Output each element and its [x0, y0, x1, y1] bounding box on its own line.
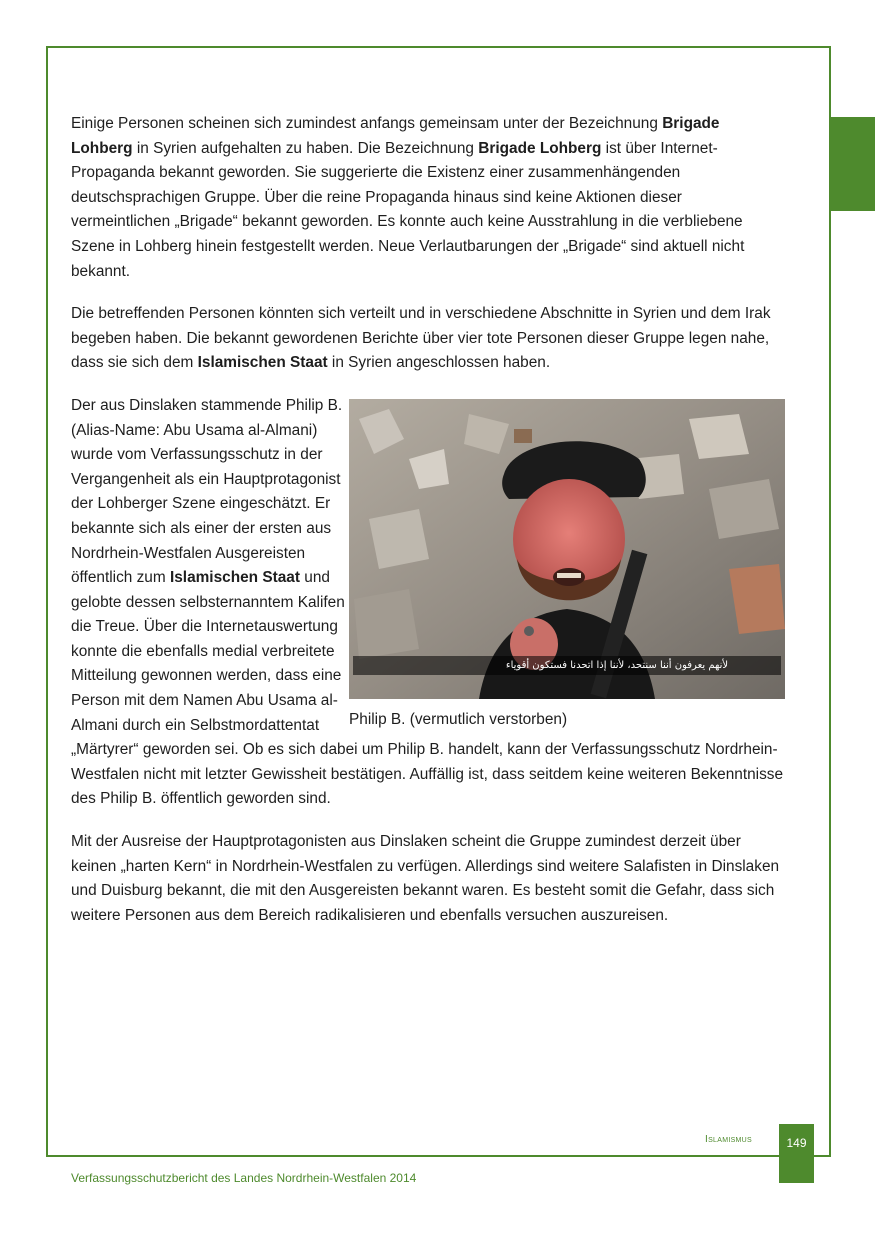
- bold-term: Brigade Lohberg: [71, 115, 720, 157]
- bold-term: Islamischen Staat: [197, 354, 328, 372]
- paragraph-brigade-lohberg: Einige Personen scheinen sich zumindest anfangs gemeinsam unter der Bezeichnung Brigade Lohberg in Syrien aufgehalten zu haben. Die Bezeichnung Brigade Lohberg ist über Internet-Propaganda bekannt geworden. Sie suggerierte die Existenz einer zusammenhängenden deutschsprachigen Gruppe. Über die reine Propaganda hinaus sind keine Aktionen dieser vermeintlichen „Brigade“ bekannt geworden. Es konnte auch keine Ausstrahlung in die verbliebene Szene in Lohberg hinein festgestellt werden. Neue Verlautbarungen der „Brigade“ sind aktuell nicht bekannt.: [71, 115, 745, 280]
- chapter-tab: [829, 117, 875, 211]
- paragraph-outlook: Mit der Ausreise der Hauptprotagonisten aus Dinslaken scheint die Gruppe zumindest derzeit über keinen „harten Kern“ in Nordrhein-Westfalen zu verfügen. Allerdings sind weitere Salafisten in Dinslaken und Duisburg bekannt, die mit den Ausgereisten bekannt waren. Es besteht somit die Gefahr, dass sich weitere Personen aus dem Bereich radikalisieren und ebenfalls versuchen auszureisen.: [71, 833, 780, 924]
- main-text: [71, 112, 785, 946]
- bold-term: Brigade Lohberg: [478, 139, 602, 157]
- photo-philip-b: [349, 399, 785, 699]
- video-subtitle: لأنهم يعرفون أننا سنتحد، لأننا إذا اتحدنا فستكون أقوياء: [353, 656, 781, 675]
- bold-term: Islamischen Staat: [169, 569, 300, 587]
- paragraph-philip-b: Der aus Dinslaken stammende Philip B. (Alias-Name: Abu Usama al-Almani) wurde vom Verfassungsschutz in der Vergangenheit als ein Hauptprotagonist der Lohberger Szene eingeschätzt. Er bekannte sich als einer der ersten aus Nordrhein-Westfalen Ausgereisten öffentlich zum Islamischen Staat und gelobte dessen selbsternanntem Kalifen die Treue. Über die Internetauswertung konnte die ebenfalls medial verbreitete Mitteilung gewonnen werden, dass eine Person mit dem Namen Abu Usama al-Almani durch ein Selbstmordattentat „Märtyrer“ geworden sei. Ob es sich dabei um Philip B. handelt, kann der Verfassungsschutz Nordrhein-Westfalen nicht mit letzter Gewissheit bestätigen. Auffällig ist, dass seitdem keine weiteren Bekenntnisse des Philip B. öffentlich geworden sind.: [71, 396, 784, 808]
- page-number: 149: [779, 1124, 814, 1183]
- photo-figure: [349, 399, 785, 731]
- publication-title: Verfassungsschutzbericht des Landes Nordrhein-Westfalen 2014: [71, 1171, 417, 1185]
- photo-caption: Philip B. (vermutlich verstorben): [349, 710, 568, 728]
- photo-illustration: [349, 399, 785, 699]
- paragraph-persons: Die betreffenden Personen könnten sich verteilt und in verschiedene Abschnitte in Syrien und dem Irak begeben haben. Die bekannt gewordenen Berichte über vier tote Personen dieser Gruppe legen nahe, dass sie sich dem Islamischen Staat in Syrien angeschlossen haben.: [71, 305, 771, 372]
- section-label: Islamismus: [705, 1134, 753, 1145]
